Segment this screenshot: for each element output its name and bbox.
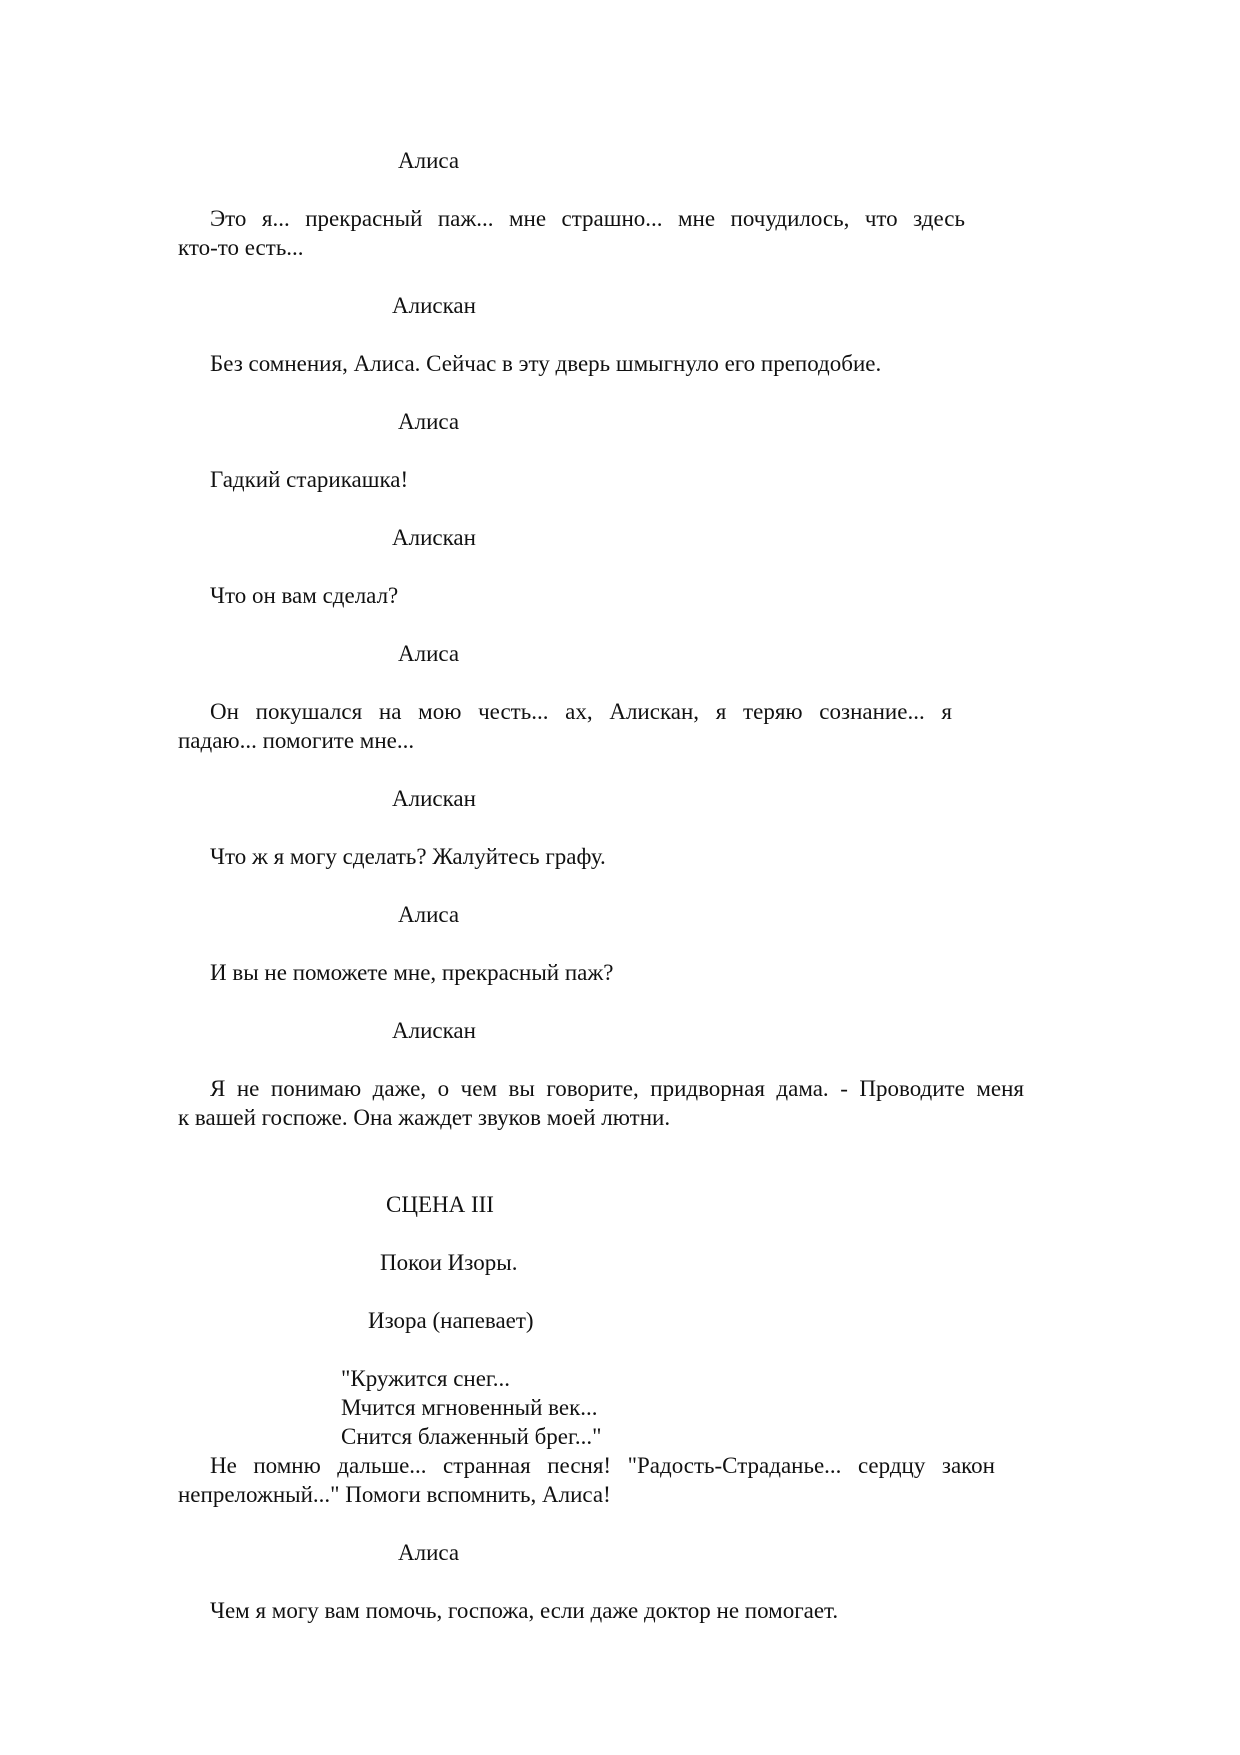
speaker-name: Алиса — [398, 1540, 460, 1565]
dialogue-line: И вы не поможете мне, прекрасный паж? — [210, 960, 614, 985]
verse-line: "Кружится снег... — [341, 1366, 511, 1391]
dialogue-line: Что он вам сделал? — [210, 583, 399, 608]
dialogue-line: непреложный..." Помоги вспомнить, Алиса! — [178, 1482, 611, 1507]
speaker-name: Алиса — [398, 148, 460, 173]
stage-direction: Покои Изоры. — [380, 1250, 518, 1275]
dialogue-line: Я не понимаю даже, о чем вы говорите, придворная дама. - Проводите меня — [210, 1076, 1024, 1101]
verse-line: Мчится мгновенный век... — [341, 1395, 598, 1420]
dialogue-line: Чем я могу вам помочь, госпожа, если даже доктор не помогает. — [210, 1598, 839, 1623]
speaker-name: Алиса — [398, 409, 460, 434]
dialogue-line: кто-то есть... — [178, 235, 304, 260]
dialogue-line: Что ж я могу сделать? Жалуйтесь графу. — [210, 844, 606, 869]
dialogue-line: к вашей госпоже. Она жаждет звуков моей лютни. — [178, 1105, 671, 1130]
speaker-name: Изора (напевает) — [368, 1308, 534, 1333]
speaker-name: Алиса — [398, 902, 460, 927]
dialogue-line: Это я... прекрасный паж... мне страшно... мне почудилось, что здесь — [210, 206, 965, 231]
speaker-name: Алиса — [398, 641, 460, 666]
speaker-name: Алискан — [392, 293, 476, 318]
dialogue-line: падаю... помогите мне... — [178, 728, 415, 753]
dialogue-line: Он покушался на мою честь... ах, Алискан, я теряю сознание... я — [210, 699, 952, 724]
dialogue-line: Не помню дальше... странная песня! "Радость-Страданье... сердцу закон — [210, 1453, 995, 1478]
dialogue-line: Гадкий старикашка! — [210, 467, 409, 492]
speaker-name: Алискан — [392, 525, 476, 550]
speaker-name: Алискан — [392, 786, 476, 811]
verse-line: Снится блаженный брег..." — [341, 1424, 602, 1449]
dialogue-line: Без сомнения, Алиса. Сейчас в эту дверь шмыгнуло его преподобие. — [210, 351, 882, 376]
scene-heading: СЦЕНА III — [386, 1192, 494, 1217]
speaker-name: Алискан — [392, 1018, 476, 1043]
